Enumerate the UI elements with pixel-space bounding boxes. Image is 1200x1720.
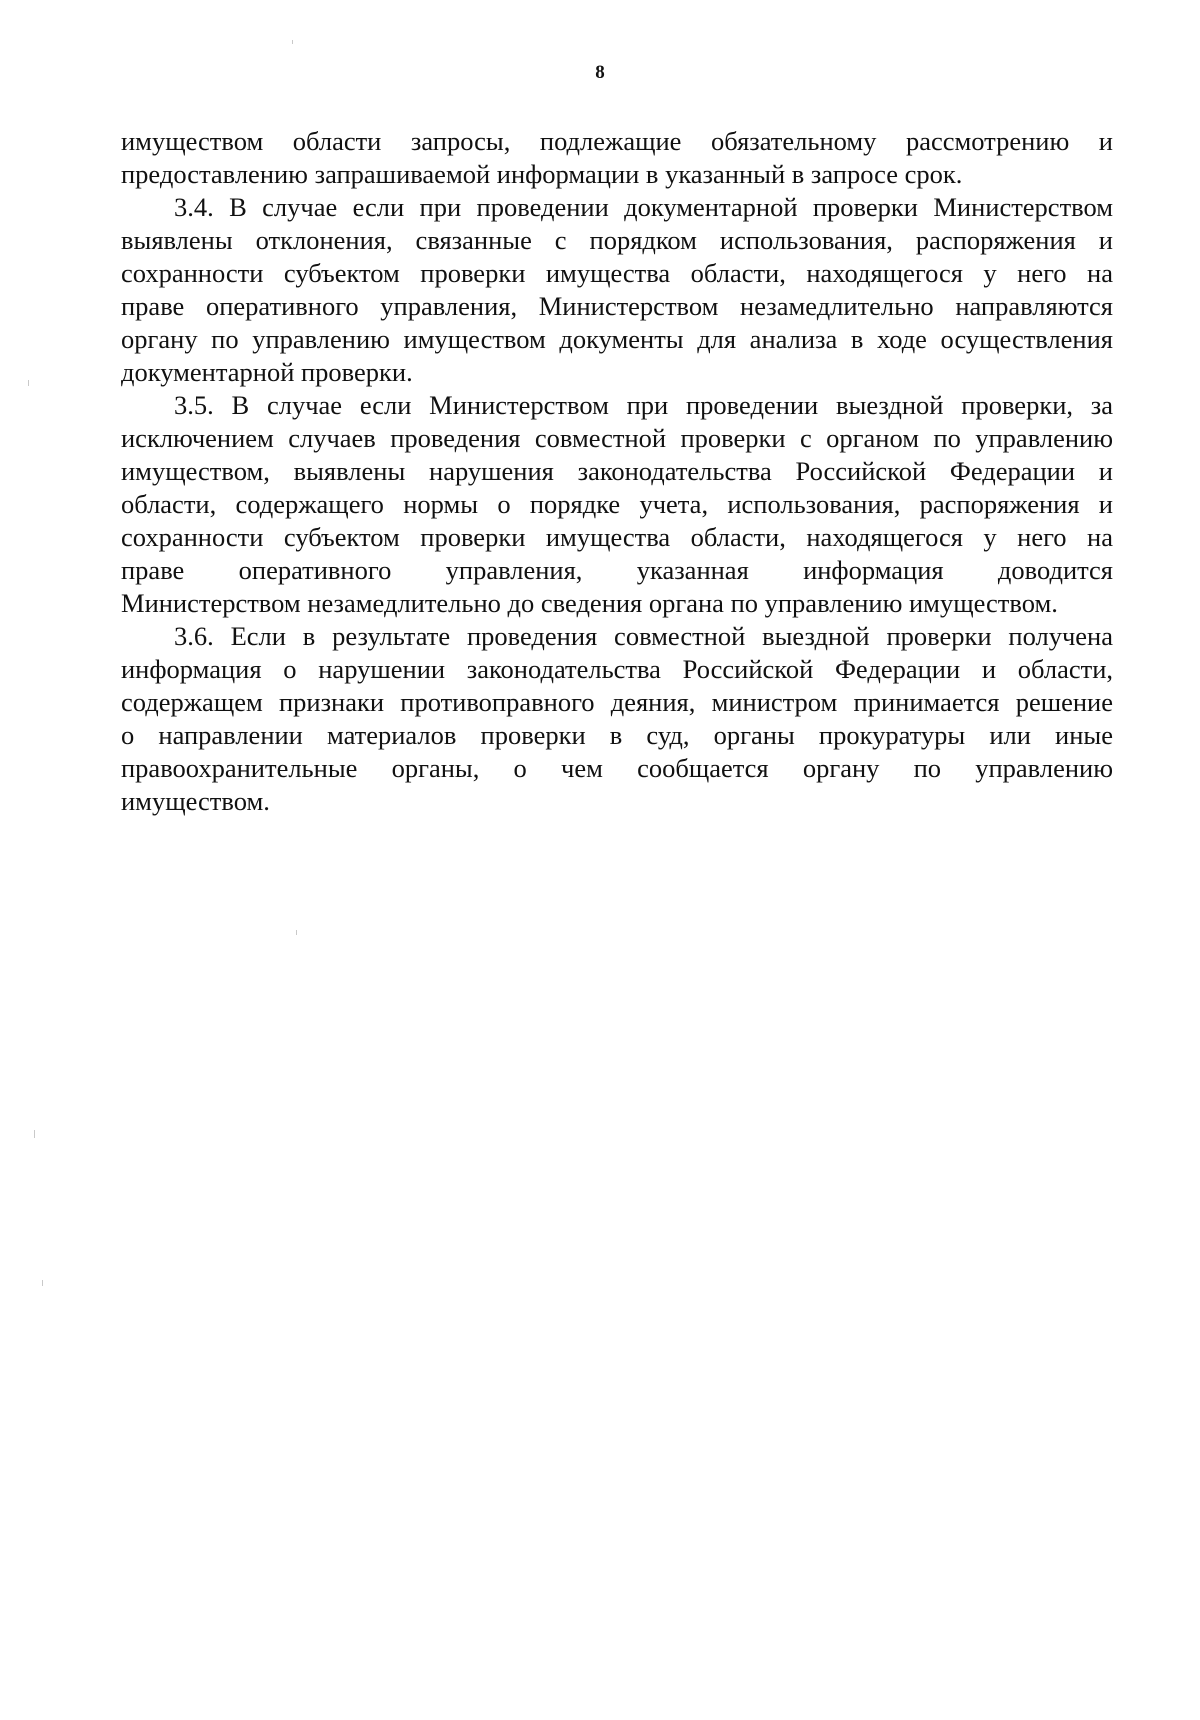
text-line: документарной проверки. <box>121 357 413 387</box>
text-line: правоохранительные органы, о чем сообщается органу по управлению <box>121 753 1113 783</box>
text-line: имуществом, выявлены нарушения законодательства Российской Федерации и <box>121 456 1113 486</box>
text-line: содержащем признаки противоправного деяния, министром принимается решение <box>121 687 1113 717</box>
paragraph-3-5 <box>121 389 1113 620</box>
text-line: праве оперативного управления, указанная информация доводится <box>121 555 1113 585</box>
text-line: предоставлению запрашиваемой информации в указанный в запросе срок. <box>121 159 963 189</box>
text-line: исключением случаев проведения совместной проверки с органом по управлению <box>121 423 1113 453</box>
scan-artifact <box>28 380 29 386</box>
page-number: 8 <box>595 62 605 83</box>
document-body <box>121 125 1113 818</box>
scan-artifact <box>34 1130 35 1138</box>
text-line: праве оперативного управления, Министерством незамедлительно направляются <box>121 291 1113 321</box>
text-line: 3.4. В случае если при проведении документарной проверки Министерством <box>174 192 1113 222</box>
text-line: Министерством незамедлительно до сведения органа по управлению имуществом. <box>121 588 1058 618</box>
text-line: выявлены отклонения, связанные с порядком использования, распоряжения и <box>121 225 1113 255</box>
text-line: имуществом. <box>121 786 270 816</box>
paragraph-3-4 <box>121 191 1113 389</box>
paragraph-3-6 <box>121 620 1113 818</box>
scan-artifact <box>292 40 293 44</box>
text-line: 3.6. Если в результате проведения совместной выездной проверки получена <box>174 621 1113 651</box>
paragraph-continuation <box>121 125 1113 191</box>
text-line: органу по управлению имуществом документы для анализа в ходе осуществления <box>121 324 1113 354</box>
text-line: области, содержащего нормы о порядке учета, использования, распоряжения и <box>121 489 1113 519</box>
text-line: о направлении материалов проверки в суд, органы прокуратуры или иные <box>121 720 1113 750</box>
scan-artifact <box>42 1280 43 1286</box>
text-line: имуществом области запросы, подлежащие обязательному рассмотрению и <box>121 126 1113 156</box>
text-line: 3.5. В случае если Министерством при проведении выездной проверки, за <box>174 390 1113 420</box>
text-line: информация о нарушении законодательства Российской Федерации и области, <box>121 654 1113 684</box>
text-line: сохранности субъектом проверки имущества области, находящегося у него на <box>121 522 1113 552</box>
scan-artifact <box>296 930 297 935</box>
text-line: сохранности субъектом проверки имущества области, находящегося у него на <box>121 258 1113 288</box>
